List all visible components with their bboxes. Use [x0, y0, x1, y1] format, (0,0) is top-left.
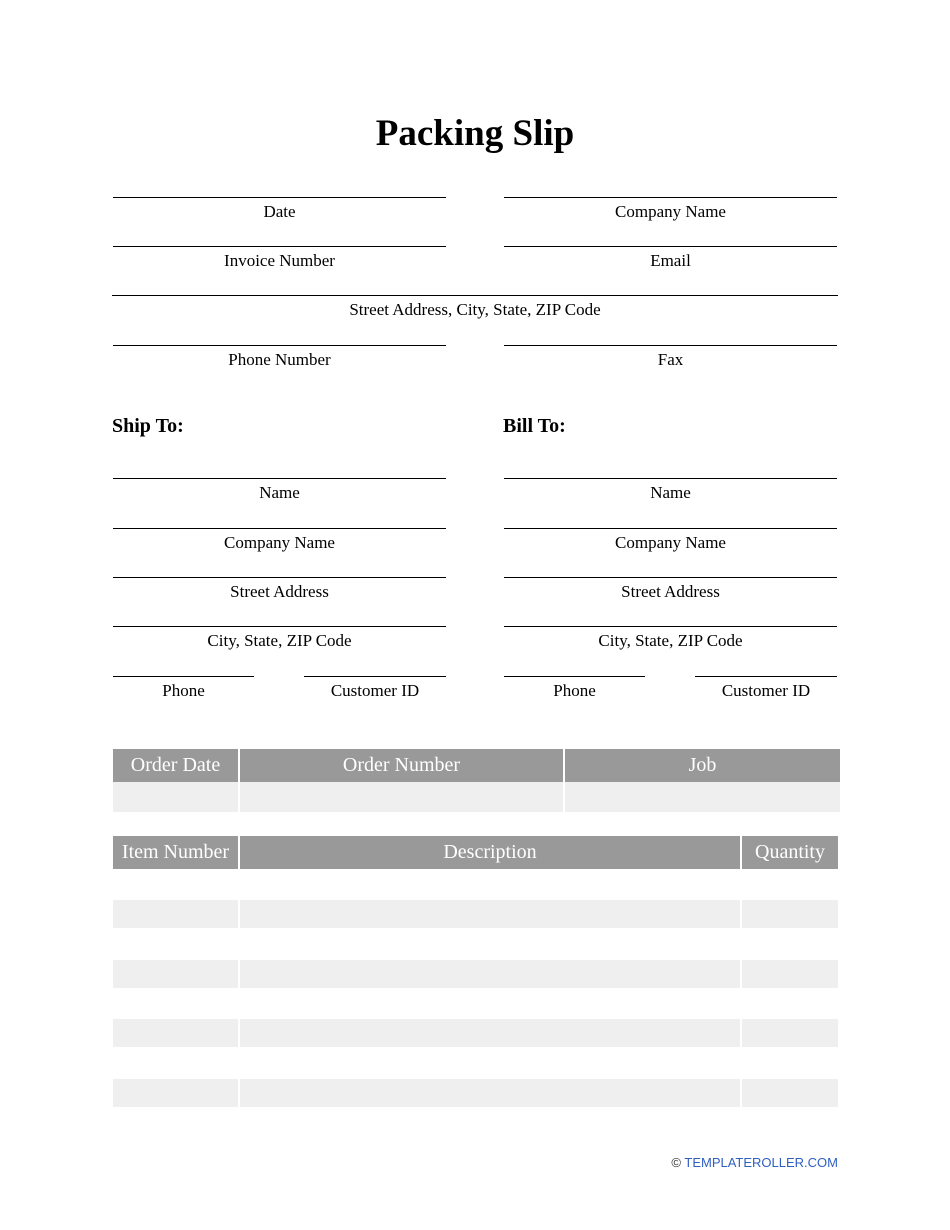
bill-to-street-label: Street Address — [621, 582, 720, 601]
description-cell[interactable] — [240, 988, 740, 1019]
table-row — [113, 960, 838, 988]
bill-to-street-field[interactable] — [504, 577, 837, 603]
ship-to-company-label: Company Name — [224, 533, 335, 552]
quantity-cell[interactable] — [742, 1019, 838, 1047]
quantity-header: Quantity — [742, 836, 838, 869]
description-cell[interactable] — [240, 928, 740, 960]
bill-to-city-label: City, State, ZIP Code — [598, 631, 743, 650]
job-cell[interactable] — [565, 782, 840, 812]
quantity-cell[interactable] — [742, 960, 838, 988]
ship-to-street-field[interactable] — [113, 577, 446, 603]
bill-to-customer-id-field[interactable] — [695, 676, 837, 702]
email-label: Email — [650, 251, 691, 270]
footer-credit — [671, 1154, 838, 1172]
bill-to-company-label: Company Name — [615, 533, 726, 552]
order-number-cell[interactable] — [240, 782, 563, 812]
fax-field[interactable] — [504, 345, 837, 371]
ship-to-city-field[interactable] — [113, 626, 446, 652]
street-address-label: Street Address, City, State, ZIP Code — [349, 300, 601, 319]
bill-to-city-field[interactable] — [504, 626, 837, 652]
company-name-label: Company Name — [615, 202, 726, 221]
ship-to-name-field[interactable] — [113, 478, 446, 504]
bill-to-name-line — [504, 478, 837, 479]
quantity-cell[interactable] — [742, 900, 838, 928]
items-table — [111, 836, 840, 1107]
bill-to-customer-id-line — [695, 676, 837, 677]
order-date-header: Order Date — [113, 749, 238, 782]
order-date-cell[interactable] — [113, 782, 238, 812]
table-row — [113, 869, 838, 900]
ship-to-phone-field[interactable] — [113, 676, 254, 702]
item-number-cell[interactable] — [113, 988, 238, 1019]
company-name-field[interactable] — [504, 197, 837, 223]
phone-number-line — [113, 345, 446, 346]
bill-to-company-field[interactable] — [504, 528, 837, 554]
email-field[interactable] — [504, 246, 837, 272]
bill-to-customer-id-label: Customer ID — [721, 681, 811, 700]
item-number-cell[interactable] — [113, 900, 238, 928]
item-number-cell[interactable] — [113, 1079, 238, 1107]
bill-to-phone-label: Phone — [553, 681, 596, 700]
job-header: Job — [565, 749, 840, 782]
ship-to-customer-id-field[interactable] — [304, 676, 446, 702]
description-cell[interactable] — [240, 1047, 740, 1079]
table-row — [113, 988, 838, 1019]
street-address-field[interactable] — [112, 295, 838, 321]
item-number-cell[interactable] — [113, 960, 238, 988]
description-cell[interactable] — [240, 960, 740, 988]
ship-to-street-label: Street Address — [230, 582, 329, 601]
ship-to-customer-id-label: Customer ID — [330, 681, 420, 700]
ship-to-city-label: City, State, ZIP Code — [207, 631, 352, 650]
quantity-cell[interactable] — [742, 869, 838, 900]
order-table — [111, 749, 842, 812]
description-cell[interactable] — [240, 1019, 740, 1047]
bill-to-city-line — [504, 626, 837, 627]
ship-to-city-line — [113, 626, 446, 627]
quantity-cell[interactable] — [742, 928, 838, 960]
quantity-cell[interactable] — [742, 1047, 838, 1079]
item-number-cell[interactable] — [113, 928, 238, 960]
description-cell[interactable] — [240, 900, 740, 928]
table-row — [113, 928, 838, 960]
ship-to-phone-label: Phone — [162, 681, 205, 700]
page-title: Packing Slip — [375, 113, 575, 154]
order-table-header-row — [113, 749, 840, 782]
bill-to-company-line — [504, 528, 837, 529]
table-row — [113, 1047, 838, 1079]
phone-number-field[interactable] — [113, 345, 446, 371]
ship-to-street-line — [113, 577, 446, 578]
quantity-cell[interactable] — [742, 988, 838, 1019]
invoice-number-label: Invoice Number — [224, 251, 335, 270]
fax-line — [504, 345, 837, 346]
bill-to-phone-field[interactable] — [504, 676, 645, 702]
table-row — [113, 900, 838, 928]
date-line — [113, 197, 446, 198]
item-number-cell[interactable] — [113, 1047, 238, 1079]
bill-to-phone-line — [504, 676, 645, 677]
description-header: Description — [240, 836, 740, 869]
table-row — [113, 1019, 838, 1047]
footer-site-link[interactable]: TEMPLATEROLLER.COM — [684, 1155, 838, 1170]
ship-to-heading: Ship To: — [112, 415, 184, 437]
quantity-cell[interactable] — [742, 1079, 838, 1107]
bill-to-name-field[interactable] — [504, 478, 837, 504]
ship-to-name-line — [113, 478, 446, 479]
ship-to-name-label: Name — [259, 483, 300, 502]
bill-to-name-label: Name — [650, 483, 691, 502]
bill-to-street-line — [504, 577, 837, 578]
date-label: Date — [263, 202, 296, 221]
copyright-symbol: © — [671, 1155, 681, 1170]
item-number-cell[interactable] — [113, 869, 238, 900]
ship-to-company-field[interactable] — [113, 528, 446, 554]
phone-number-label: Phone Number — [228, 350, 331, 369]
order-number-header: Order Number — [240, 749, 563, 782]
street-address-line — [112, 295, 838, 296]
bill-to-heading: Bill To: — [503, 415, 566, 437]
table-row — [113, 1079, 838, 1107]
description-cell[interactable] — [240, 1079, 740, 1107]
invoice-number-line — [113, 246, 446, 247]
item-number-cell[interactable] — [113, 1019, 238, 1047]
ship-to-company-line — [113, 528, 446, 529]
company-name-line — [504, 197, 837, 198]
order-table-row — [113, 782, 840, 812]
items-table-header-row — [113, 836, 838, 869]
email-line — [504, 246, 837, 247]
description-cell[interactable] — [240, 869, 740, 900]
date-field[interactable] — [113, 197, 446, 223]
ship-to-phone-line — [113, 676, 254, 677]
ship-to-customer-id-line — [304, 676, 446, 677]
item-number-header: Item Number — [113, 836, 238, 869]
fax-label: Fax — [657, 350, 684, 369]
invoice-number-field[interactable] — [113, 246, 446, 272]
